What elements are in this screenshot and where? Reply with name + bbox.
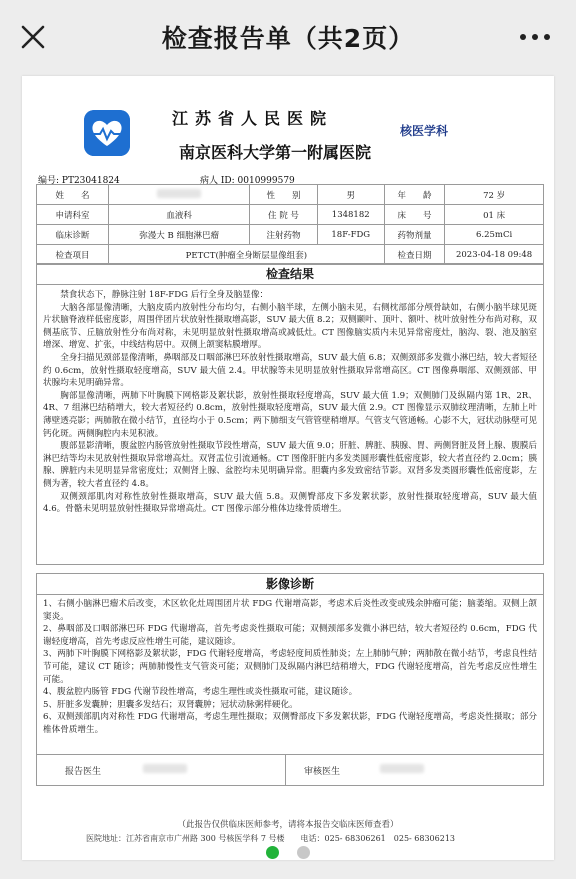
top-bar: [0, 0, 576, 75]
redacted-name: [157, 189, 201, 198]
impression-title: 影像诊断: [36, 573, 544, 595]
page-dot-2[interactable]: [297, 846, 310, 859]
findings-paragraph: 双侧颈部肌肉对称性放射性摄取增高，SUV 最大值 5.8。双侧臀部皮下多发絮状影，放射性摄取轻度增高，SUV 最大值 4.6。骨骼未见明显放射性摄取异常增高灶。CT 图像示部分椎体边缘骨质增生。: [43, 491, 537, 515]
impression-item: 1、右侧小脑淋巴瘤术后改变，术区软化灶周围团片状 FDG 代谢增高影，考虑术后炎性改变或残余肿瘤可能；脑萎缩。双侧上颌窦炎。: [43, 599, 537, 622]
reporter-label: 报告医生: [65, 767, 102, 777]
findings-paragraph: 禁食状态下，静脉注射 18F-FDG 后行全身及脑显像：: [60, 290, 269, 300]
findings-title: 检查结果: [36, 263, 544, 285]
bed-value: 01 床: [445, 205, 544, 225]
more-dots-icon[interactable]: [520, 34, 550, 40]
bed-label: 床 号: [384, 205, 444, 225]
footer-note: （此报告仅供临床医师参考，请将本报告交临床医师查看）: [177, 820, 399, 830]
findings-paragraph: 腹部显影清晰，腹盆腔内肠管放射性摄取节段性增高，SUV 最大值 9.0；肝脏、脾脏、胰腺、胃、两侧肾脏及肾上腺、腹膜后淋巴结等均未见放射性摄取异常增高灶。双肾盂位引流通畅。CT 图像肝脏内多发类圆形囊性低密度影，较大者直径约 2.0cm；胰腺、脾脏内未见明显异常密度灶；双侧肾上腺、盆腔均未见明确异常。胆囊内多发致密结节影。双肾多发类圆形囊性低密度影，左侧为著，较大者直径约 4.8。: [43, 441, 537, 489]
footer-address: 医院地址：江苏省南京市广州路 300 号核医学科 7 号楼 电话：025- 68306261 025- 68306213: [86, 834, 455, 843]
page-title: 检查报告单（共2页）: [161, 24, 415, 53]
impression-item: 5、肝脏多发囊肿；胆囊多发结石；双肾囊肿；冠状动脉粥样硬化。: [43, 699, 298, 710]
signature-row: [36, 754, 544, 786]
dept-value: 血液科: [108, 205, 249, 225]
report-number: 编号: PT23041824: [38, 176, 120, 186]
page-dot-1[interactable]: [266, 846, 279, 859]
signature-divider: [285, 755, 286, 785]
redacted-reviewer: [380, 764, 424, 773]
diagnosis-label: 临床诊断: [37, 225, 109, 245]
hospital-affiliation: 南京医科大学第一附属医院: [179, 143, 372, 162]
report-page: [22, 76, 554, 860]
drug-value: 18F-FDG: [317, 225, 384, 245]
impression-item: 3、两肺下叶胸膜下网格影及絮状影，FDG 代谢轻度增高，考虑轻度间质性肺炎；左上肺肺气肿；两肺散在微小结节，考虑良性结节可能，建议 CT 随诊；两肺肺慢性支气管炎可能；双侧肺门及纵隔内淋巴结稍增大，FDG 代谢轻度增高，首先考虑反应性增生可能。: [43, 649, 537, 685]
findings-box: [36, 285, 544, 565]
dept-label: 申请科室: [37, 205, 109, 225]
department-name: 核医学科: [400, 124, 449, 138]
gender-value: 男: [317, 185, 384, 205]
redacted-reporter: [143, 764, 187, 773]
age-label: 年 龄: [384, 185, 444, 205]
age-value: 72 岁: [445, 185, 544, 205]
drug-label: 注射药物: [250, 225, 317, 245]
page-indicator: [266, 846, 310, 859]
impression-item: 4、腹盆腔内肠管 FDG 代谢节段性增高，考虑生理性或炎性摄取可能，建议随诊。: [43, 687, 358, 698]
findings-paragraph: 胸部显像清晰，两肺下叶胸膜下网格影及絮状影，放射性摄取轻度增高，SUV 最大值 1.9；双侧肺门及纵隔内第 1R、2R、4R、7 组淋巴结稍增大，较大者短径约 0.8cm，放射性摄取轻度增高，SUV 最大值 2.9。CT 图像显示双肺纹理清晰，左肺上叶薄壁透亮影；两肺散在微小结节，直径均小于 0.5cm；两下肺细支气管管壁稍增厚。气管支气管通畅。心影不大，冠状动脉壁可见钙化斑。两侧胸腔内未见积液。: [43, 390, 537, 439]
exam-item-label: 检查项目: [37, 245, 109, 265]
name-label: 姓 名: [37, 185, 109, 205]
impression-item: 2、鼻咽部及口咽部淋巴环 FDG 代谢增高，首先考虑炎性摄取可能；双侧颈部多发微小淋巴结，较大者短径约 0.6cm，FDG 代谢轻度增高，首先考虑反应性增生可能，建议随诊。: [43, 624, 537, 647]
diagnosis-value: 弥漫大 B 细胞淋巴瘤: [108, 225, 249, 245]
patient-info-table: [36, 184, 544, 265]
gender-label: 性 别: [250, 185, 317, 205]
patient-id: 病人 ID: 0010999579: [200, 176, 295, 186]
exam-date-label: 检查日期: [384, 245, 444, 265]
impression-item: 6、双侧颈部肌肉对称性 FDG 代谢增高，考虑生理性摄取；双侧臀部皮下多发絮状影，FDG 代谢轻度增高，考虑炎性摄取；部分椎体骨质增生。: [43, 712, 537, 735]
hospital-name: 江苏省人民医院: [172, 109, 334, 128]
hospital-logo-icon: [84, 110, 130, 156]
dose-label: 药物剂量: [384, 225, 444, 245]
reviewer-label: 审核医生: [304, 767, 341, 777]
exam-date-value: 2023-04-18 09:48: [445, 245, 544, 265]
inpatient-label: 住 院 号: [250, 205, 317, 225]
findings-paragraph: 大脑各部显像清晰，大脑皮质内放射性分布均匀，右侧小脑半球，左侧小脑未见，右侧枕部部分颅骨缺如，右侧小脑半球见斑片状脑脊液样低密度影，周围伴团片状放射性摄取增高影，SUV 最大值 8.2；双侧颞叶、顶叶、额叶、枕叶放射性分布尚对称，双侧基底节、丘脑放射性分布尚对称，未见明显放射性摄取增高或减低灶。CT 图像脑实质内未见异常密度灶，脑沟、裂、池及脑室增深、增宽、扩张，中线结构居中。双侧上颌窦粘膜增厚。: [43, 302, 537, 351]
inpatient-value: 1348182: [317, 205, 384, 225]
impression-box: [36, 595, 544, 755]
name-value: [108, 185, 249, 205]
dose-value: 6.25mCi: [445, 225, 544, 245]
exam-item-value: PETCT(肿瘤全身断层显像组套): [108, 245, 384, 265]
findings-paragraph: 全身扫描见颈部显像清晰，鼻咽部及口咽部淋巴环放射性摄取增高，SUV 最大值 6.8；双侧颈部多发微小淋巴结，较大者短径约 0.6cm，放射性摄取轻度增高，SUV 最大值 2.4。甲状腺等未见明显放射性摄取异常增高区。CT 图像鼻咽部、双侧颈部、甲状腺均未见明确异常。: [43, 352, 537, 389]
